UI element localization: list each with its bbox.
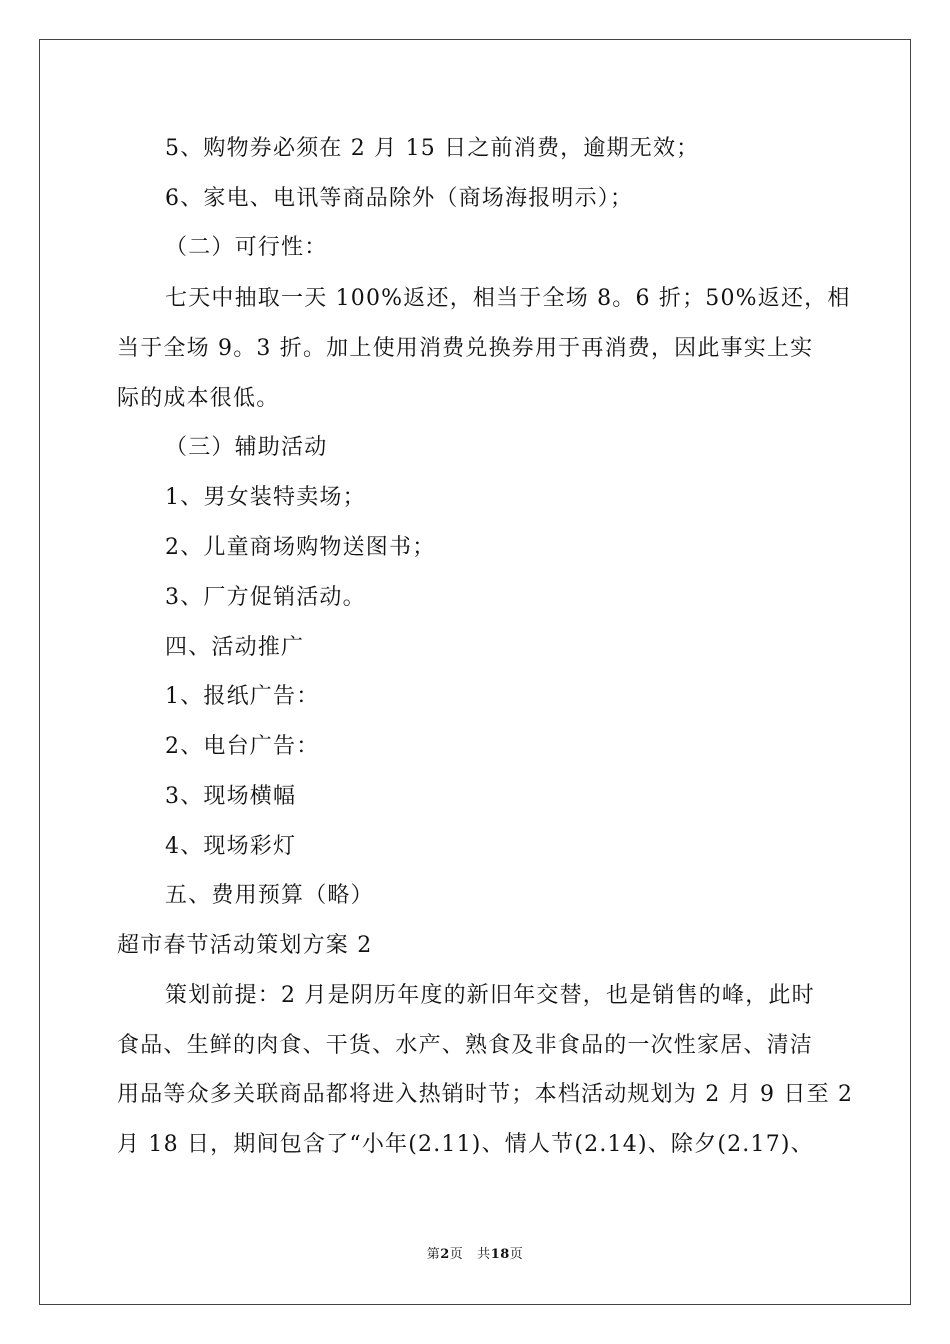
paragraph-line: 6、家电、电讯等商品除外（商场海报明示）；: [165, 186, 634, 211]
paragraph-line: 用品等众多关联商品都将进入热销时节；本档活动规划为 2 月 9 日至 2: [117, 1082, 854, 1107]
paragraph-line: 当于全场 9。3 折。加上使用消费兑换券用于再消费，因此事实上实: [117, 336, 814, 361]
paragraph-line: 际的成本很低。: [117, 386, 280, 411]
page-suffix: 页: [449, 1247, 464, 1262]
list-item: 1、报纸广告：: [165, 684, 320, 709]
list-item: 4、现场彩灯: [165, 834, 297, 859]
section-heading: 四、活动推广: [165, 635, 305, 660]
list-item: 3、现场横幅: [165, 784, 297, 809]
total-suffix: 页: [509, 1247, 524, 1262]
page-border: [39, 39, 911, 1305]
page-prefix: 第: [426, 1247, 441, 1262]
paragraph-line: 七天中抽取一天 100%返还，相当于全场 8。6 折；50%返还，相: [165, 286, 851, 311]
list-item: 3、厂方促销活动。: [165, 585, 366, 610]
paragraph-line: 食品、生鲜的肉食、干货、水产、熟食及非食品的一次性家居、清洁: [117, 1033, 814, 1058]
paragraph-line: 策划前提：2 月是阴历年度的新旧年交替，也是销售的峰，此时: [165, 983, 815, 1008]
page-footer: [0, 1246, 950, 1264]
total-prefix: 共: [477, 1247, 491, 1262]
page-number: 2: [440, 1247, 450, 1262]
list-item: 1、男女装特卖场；: [165, 485, 366, 510]
total-pages: 18: [490, 1247, 510, 1262]
list-item: 2、电台广告：: [165, 734, 320, 759]
section-heading: 五、费用预算（略）: [165, 883, 374, 908]
paragraph-line: 月 18 日，期间包含了“小年(2.11)、情人节(2.14)、除夕(2.17)、: [117, 1132, 814, 1157]
list-item: 2、儿童商场购物送图书；: [165, 535, 436, 560]
section-heading: （三）辅助活动: [165, 435, 328, 460]
section-heading: （二）可行性：: [165, 235, 328, 260]
document-title: 超市春节活动策划方案 2: [117, 933, 373, 958]
paragraph-line: 5、购物券必须在 2 月 15 日之前消费，逾期无效；: [165, 136, 700, 161]
